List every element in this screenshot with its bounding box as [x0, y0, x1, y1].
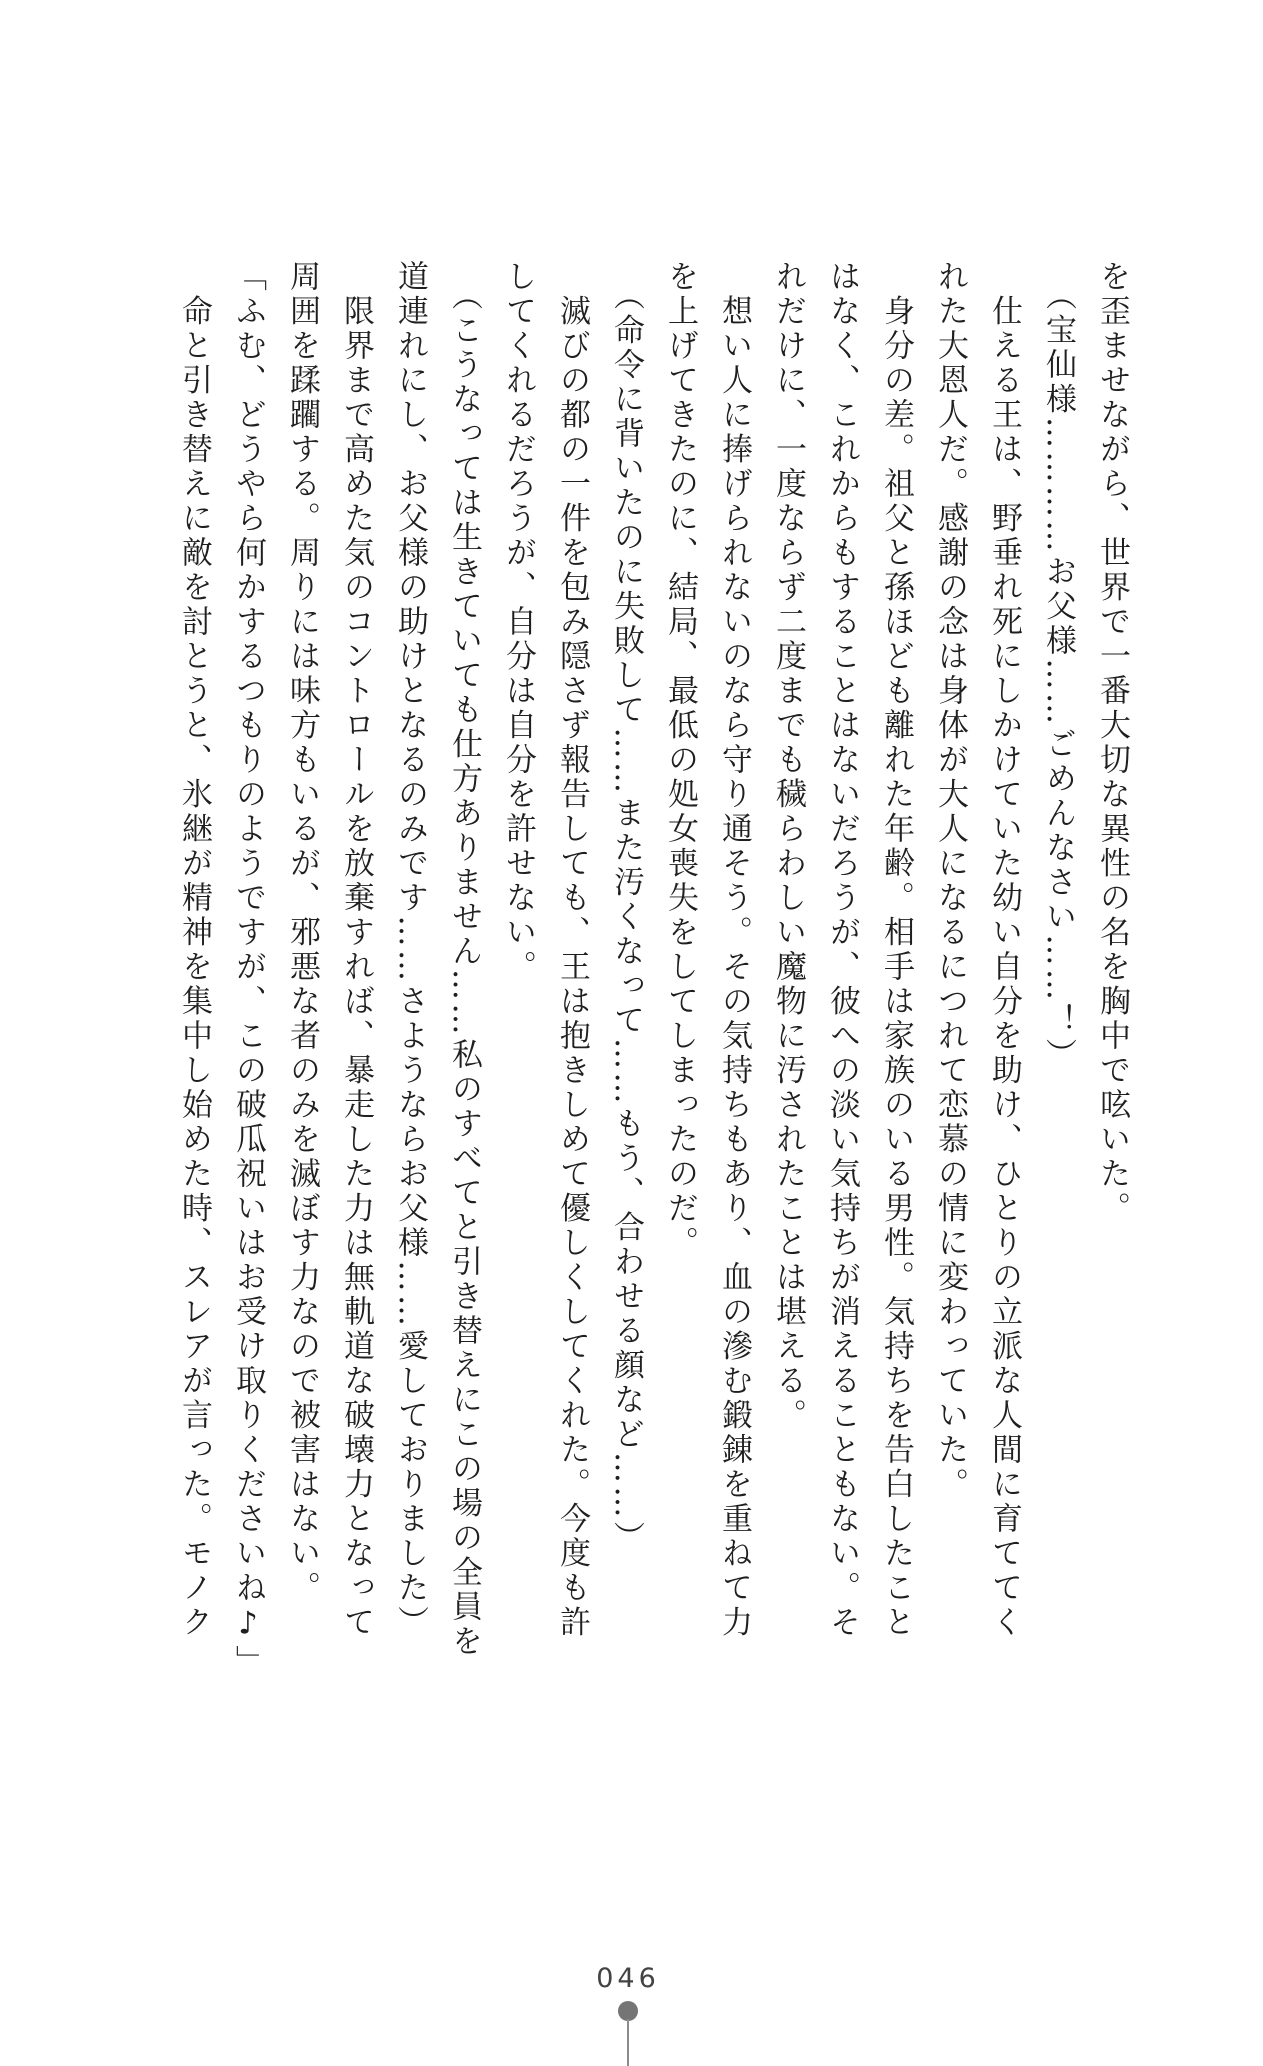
text-column-14: 道連れにし、お父様の助けとなるのみです……さようならお父様……愛しておりました）: [392, 260, 428, 1640]
footer-dot-marker: [618, 2001, 638, 2021]
footer-vertical-line: [627, 2019, 629, 2066]
text-column-12: してくれるだろうが、自分は自分を許せない。: [500, 260, 536, 985]
text-column-6: はなく、これからもすることはないだろうが、彼への淡い気持ちが消えることもない。そ: [824, 260, 860, 1640]
text-column-4: れた大恩人だ。感謝の念は身体が大人になるにつれて恋慕の情に変わっていた。: [932, 260, 968, 1502]
text-column-5: 身分の差。祖父と孫ほども離れた年齢。相手は家族のいる男性。気持ちを告白したこと: [878, 260, 914, 1640]
text-column-16: 周囲を蹂躙する。周りには味方もいるが、邪悪な者のみを滅ぼす力なので被害はない。: [284, 260, 320, 1606]
text-column-9: を上げてきたのに、結局、最低の処女喪失をしてしまったのだ。: [662, 260, 698, 1261]
text-column-7: れだけに、一度ならず二度までも穢らわしい魔物に汚されたことは堪える。: [770, 260, 806, 1433]
text-column-1: を歪ませながら、世界で一番大切な異性の名を胸中で呟いた。: [1094, 260, 1130, 1226]
text-column-18: 命と引き替えに敵を討とうと、氷継が精神を集中し始めた時、スレアが言った。モノク: [176, 260, 212, 1640]
text-column-2: （宝仙様…………お父様……ごめんなさい……！）: [1040, 260, 1076, 1073]
text-column-17: 「ふむ、どうやら何かするつもりのようですが、この破瓜祝いはお受け取りくださいね♪」: [230, 260, 266, 1680]
text-column-15: 限界まで高めた気のコントロールを放棄すれば、暴走した力は無軌道な破壊力となって: [338, 260, 374, 1640]
text-column-10: （命令に背いたのに失敗して……また汚くなって……もう、合わせる顔など……）: [608, 260, 644, 1556]
text-column-8: 想い人に捧げられないのなら守り通そう。その気持ちもあり、血の滲む鍛錬を重ねて力: [716, 260, 752, 1640]
vertical-text-block: [167, 260, 1139, 1680]
text-column-3: 仕える王は、野垂れ死にしかけていた幼い自分を助け、ひとりの立派な人間に育ててく: [986, 260, 1022, 1640]
text-column-11: 滅びの都の一件を包み隠さず報告しても、王は抱きしめて優しくしてくれた。今度も許: [554, 260, 590, 1640]
text-column-13: （こうなっては生きていても仕方ありません……私のすべてと引き替えにこの場の全員を: [446, 260, 482, 1659]
page-number: 046: [596, 1963, 660, 1994]
